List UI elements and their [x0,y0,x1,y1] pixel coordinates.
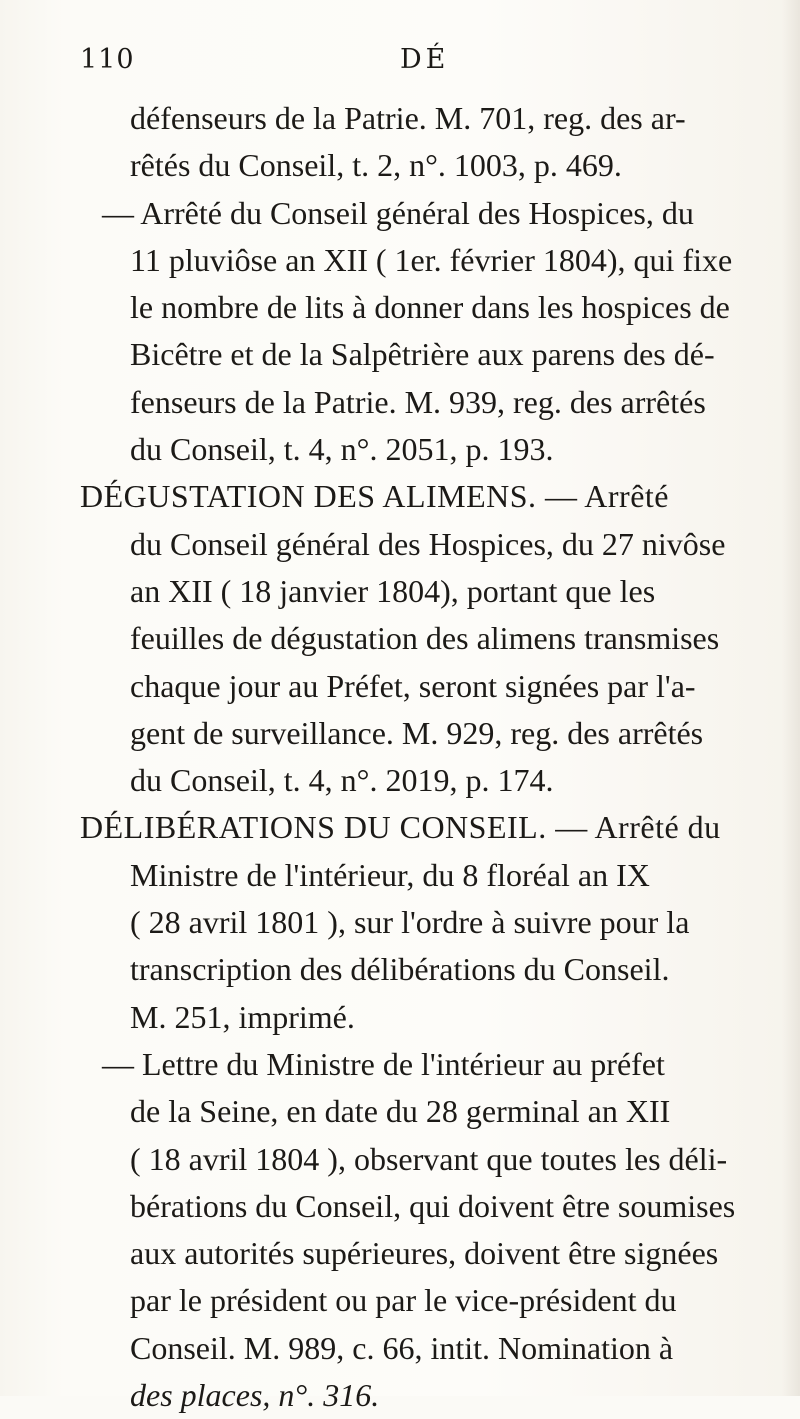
text-line: transcription des délibérations du Conseil. [130,951,670,988]
text-line: fenseurs de la Patrie. M. 939, reg. des arrêtés [130,383,706,420]
text-line: du Conseil, t. 4, n°. 2019, p. 174. [130,762,554,799]
page-number: 110 [80,44,135,75]
text-line: rêtés du Conseil, t. 2, n°. 1003, p. 469. [130,147,622,184]
text-line: défenseurs de la Patrie. M. 701, reg. des ar- [130,100,686,136]
entry-heading-degustation: DÉGUSTATION DES ALIMENS. — Arrêté [80,478,669,515]
entry-heading-deliberations: DÉLIBÉRATIONS DU CONSEIL. — Arrêté du [80,809,721,846]
text-line: feuilles de dégustation des alimens transmises [130,620,720,657]
text-line: le nombre de lits à donner dans les hospices de [130,289,730,326]
text-line: — Arrêté du Conseil général des Hospices, du [102,194,694,231]
body-text [80,95,780,1419]
text-line: Conseil. M. 989, c. 66, intit. Nomination à [130,1329,674,1366]
running-head: DÉ [400,44,450,75]
text-line: — Lettre du Ministre de l'intérieur au préfet [102,1045,665,1082]
page-edge-shadow [782,0,800,1396]
text-line: des places, n°. 316. [130,1377,380,1414]
text-line: gent de surveillance. M. 929, reg. des arrêtés [130,714,704,751]
text-line: M. 251, imprimé. [130,998,355,1035]
text-line: du Conseil, t. 4, n°. 2051, p. 193. [130,431,554,468]
page-header [80,44,600,84]
text-line: Ministre de l'intérieur, du 8 floréal an IX [130,856,650,893]
text-line: du Conseil général des Hospices, du 27 nivôse [130,525,726,562]
text-line: par le président ou par le vice-président du [130,1282,677,1319]
text-line: 11 pluviôse an XII ( 1er. février 1804), qui fixe [130,241,733,278]
text-line: ( 28 avril 1801 ), sur l'ordre à suivre pour la [130,904,690,941]
text-line: de la Seine, en date du 28 germinal an XII [130,1093,671,1130]
text-line: an XII ( 18 janvier 1804), portant que les [130,572,656,609]
text-line: bérations du Conseil, qui doivent être soumises [130,1187,736,1224]
text-line: ( 18 avril 1804 ), observant que toutes les déli- [130,1140,728,1177]
text-line: aux autorités supérieures, doivent être signées [130,1235,719,1272]
text-line: Bicêtre et de la Salpêtrière aux parens des dé- [130,336,715,373]
text-line: chaque jour au Préfet, seront signées par l'a- [130,667,696,704]
